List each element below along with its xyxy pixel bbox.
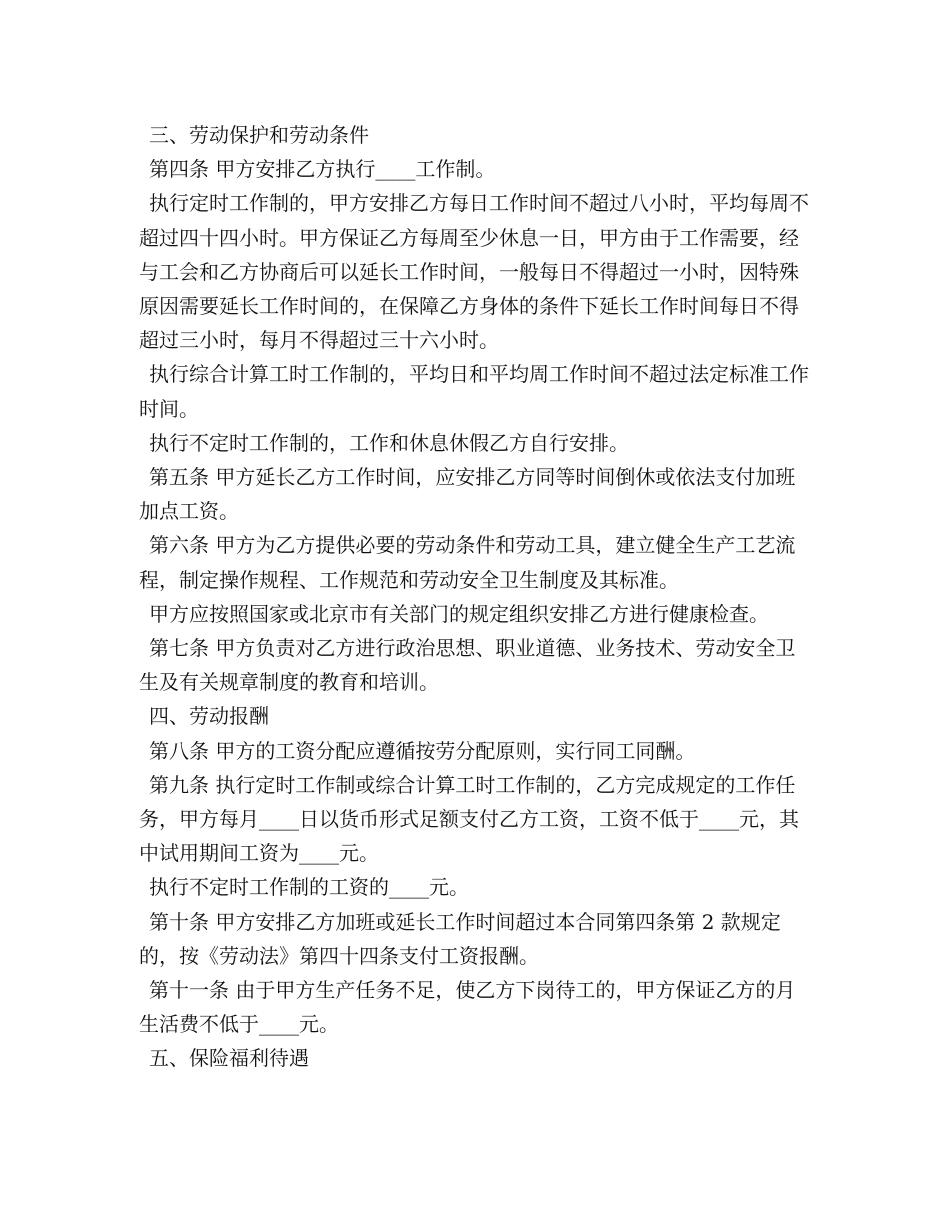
section-heading-remuneration: 四、劳动报酬 bbox=[149, 704, 269, 729]
paragraph-flexible-hours: 执行不定时工作制的，工作和休息休假乙方自行安排。 bbox=[149, 430, 629, 455]
article-11: 第十一条 由于甲方生产任务不足，使乙方下岗待工的，甲方保证乙方的月生活费不低于____元。 bbox=[139, 978, 796, 1037]
article-7: 第七条 甲方负责对乙方进行政治思想、职业道德、业务技术、劳动安全卫生及有关规章制度的教育和培训。 bbox=[139, 636, 796, 695]
article-9: 第九条 执行定时工作制或综合计算工时工作制的，乙方完成规定的工作任务，甲方每月____日以货币形式足额支付乙方工资，工资不低于____元，其中试用期间工资为____元。 bbox=[139, 772, 799, 866]
article-6: 第六条 甲方为乙方提供必要的劳动条件和劳动工具，建立健全生产工艺流程，制定操作规程、工作规范和劳动安全卫生制度及其标准。 bbox=[139, 533, 796, 592]
paragraph-flexible-wage: 执行不定时工作制的工资的____元。 bbox=[149, 875, 469, 900]
article-5: 第五条 甲方延长乙方工作时间，应安排乙方同等时间倒休或依法支付加班加点工资。 bbox=[139, 465, 796, 524]
section-heading-insurance-welfare: 五、保险福利待遇 bbox=[149, 1046, 309, 1071]
paragraph-fixed-hours: 执行定时工作制的，甲方安排乙方每日工作时间不超过八小时，平均每周不超过四十四小时。甲方保证乙方每周至少休息一日，甲方由于工作需要，经与工会和乙方协商后可以延长工作时间，一般每日不得超过一小时，因特殊原因需要延长工作时间的，在保障乙方身体的条件下延长工作时间每日不得超过三小时，每月不得超过三十六小时。 bbox=[139, 191, 809, 353]
paragraph-comprehensive-hours: 执行综合计算工时工作制的，平均日和平均周工作时间不超过法定标准工作时间。 bbox=[139, 362, 809, 421]
article-8: 第八条 甲方的工资分配应遵循按劳分配原则，实行同工同酬。 bbox=[149, 738, 696, 763]
paragraph-health-check: 甲方应按照国家或北京市有关部门的规定组织安排乙方进行健康检查。 bbox=[149, 601, 769, 626]
document-body bbox=[139, 118, 815, 1076]
section-heading-labor-protection: 三、劳动保护和劳动条件 bbox=[149, 123, 369, 147]
article-10: 第十条 甲方安排乙方加班或延长工作时间超过本合同第四条第 2 款规定的，按《劳动法》第四十四条支付工资报酬。 bbox=[139, 909, 781, 968]
article-4: 第四条 甲方安排乙方执行____工作制。 bbox=[149, 157, 496, 182]
